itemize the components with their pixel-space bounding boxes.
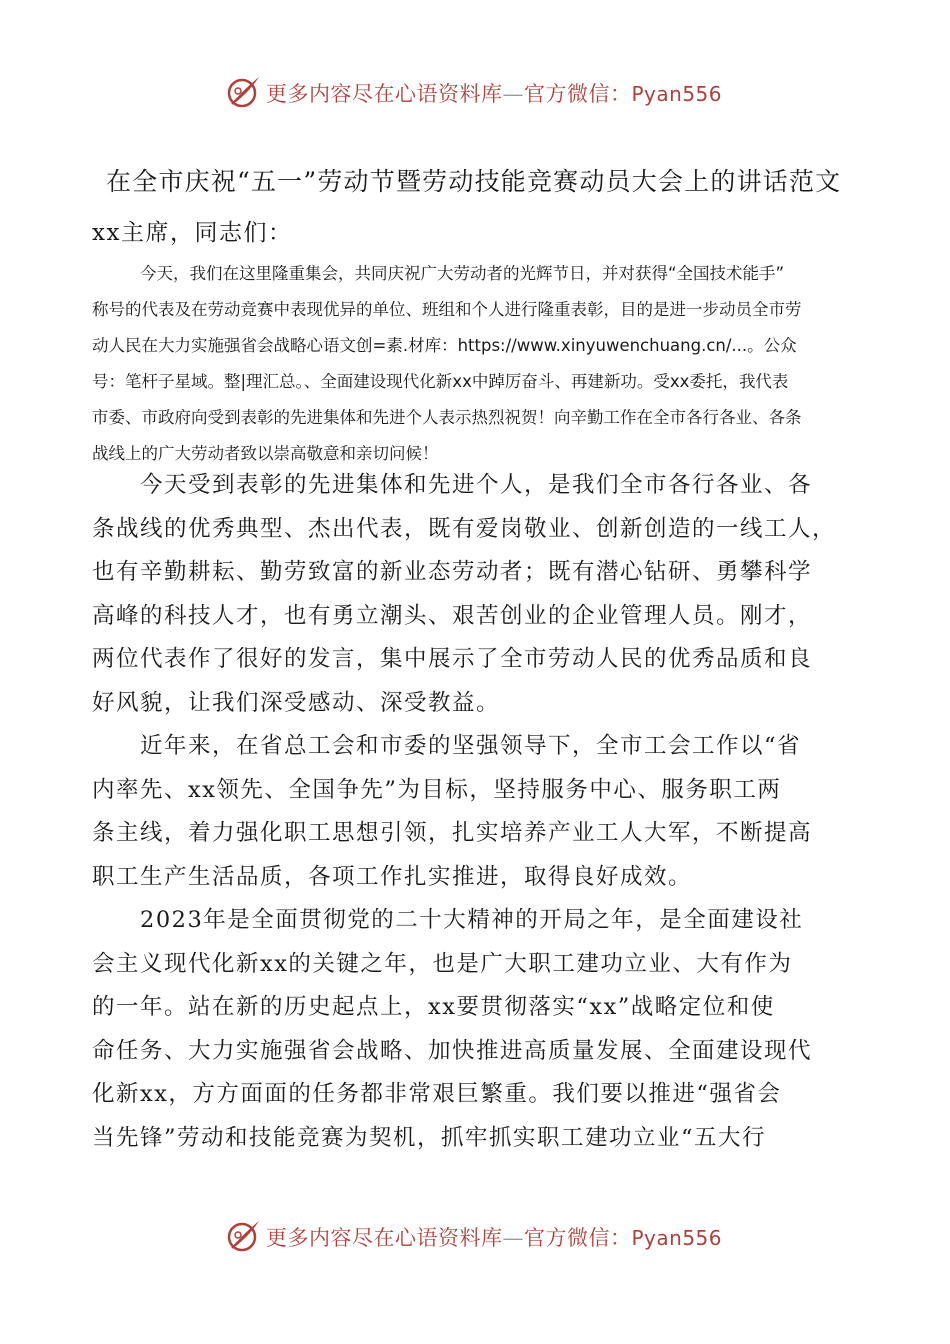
body-line: 当先锋”劳动和技能竞赛为契机，抓牢抓实职工建功立业“五大行 bbox=[92, 1124, 767, 1151]
banner-dash: — bbox=[502, 1226, 524, 1250]
salutation: xx主席，同志们： bbox=[92, 220, 293, 246]
body-line: 近年来，在省总工会和市委的坚强领导下，全市工会工作以“省 bbox=[140, 733, 802, 759]
intro-line: 战线上的广大劳动者致以崇高敬意和亲切问候！ bbox=[92, 444, 439, 463]
banner-text bbox=[266, 78, 722, 108]
body-line: 条主线，着力强化职工思想引领，扎实培养产业工人大军，不断提高 bbox=[92, 820, 813, 846]
body-line: 两位代表作了很好的发言，集中展示了全市劳动人民的优秀品质和良 bbox=[92, 646, 813, 672]
banner-wechat-id: Pyan556 bbox=[631, 82, 723, 106]
body-line: 职工生产生活品质，各项工作扎实推进，取得良好成效。 bbox=[92, 863, 693, 890]
body-line: 的一年。站在新的历史起点上，xx要贯彻落实“xx”战略定位和使 bbox=[92, 994, 775, 1020]
banner-slogan: 更多内容尽在心语资料库 bbox=[266, 82, 503, 106]
intro-line: 号：笔杆子星域。整|理汇总。、全面建设现代化新xx中踔厉奋斗、再建新功。受xx委托，我代表 bbox=[92, 372, 789, 391]
body-line: 也有辛勤耕耘、勤劳致富的新业态劳动者；既有潜心钻研、勇攀科学 bbox=[92, 559, 813, 585]
body-line: 会主义现代化新xx的关键之年，也是广大职工建功立业、大有作为 bbox=[92, 950, 793, 977]
quill-logo-icon bbox=[226, 1218, 262, 1254]
body-line: 命任务、大力实施强省会战略、加快推进高质量发展、全面建设现代 bbox=[92, 1037, 813, 1064]
body-line: 好风貌，让我们深受感动、深受教益。 bbox=[92, 689, 501, 716]
document-title: 在全市庆祝“五一”劳动节暨劳动技能竞赛动员大会上的讲话范文 bbox=[106, 167, 842, 196]
intro-line: 称号的代表及在劳动竞赛中表现优异的单位、班组和个人进行隆重表彰，目的是进一步动员全市劳 bbox=[92, 300, 802, 319]
body-line: 今天受到表彰的先进集体和先进个人，是我们全市各行各业、各 bbox=[140, 472, 813, 498]
banner-text bbox=[266, 1222, 722, 1252]
body-line: 条战线的优秀典型、杰出代表，既有爱岗敬业、创新创造的一线工人， bbox=[92, 515, 837, 542]
footer-banner bbox=[0, 1216, 950, 1256]
banner-wechat-label: 官方微信： bbox=[524, 82, 632, 106]
banner-slogan: 更多内容尽在心语资料库 bbox=[266, 1226, 503, 1250]
intro-line: 今天，我们在这里隆重集会，共同庆祝广大劳动者的光辉节日，并对获得“全国技术能手” bbox=[140, 264, 785, 283]
banner-wechat-id: Pyan556 bbox=[631, 1226, 723, 1250]
body-line: 高峰的科技人才，也有勇立潮头、艰苦创业的企业管理人员。刚才， bbox=[92, 602, 813, 629]
quill-logo-icon bbox=[226, 74, 262, 110]
body-line: 化新xx，方方面面的任务都非常艰巨繁重。我们要以推进“强省会 bbox=[92, 1081, 782, 1107]
intro-paragraph bbox=[92, 256, 862, 472]
body-line: 2023年是全面贯彻党的二十大精神的开局之年，是全面建设社 bbox=[140, 907, 804, 933]
intro-line: 市委、市政府向受到表彰的先进集体和先进个人表示热烈祝贺！向辛勤工作在全市各行各业、各条 bbox=[92, 408, 802, 427]
banner-dash: — bbox=[502, 82, 524, 106]
body-line: 内率先、xx领先、全国争先”为目标，坚持服务中心、服务职工两 bbox=[92, 776, 782, 803]
header-banner bbox=[0, 72, 950, 112]
body-text bbox=[92, 464, 882, 1160]
intro-line: 动人民在大力实施强省会战略心语文创=素.材库：https://www.xinyuwenchuang.cn/...。公众 bbox=[92, 336, 797, 355]
banner-wechat-label: 官方微信： bbox=[524, 1226, 632, 1250]
